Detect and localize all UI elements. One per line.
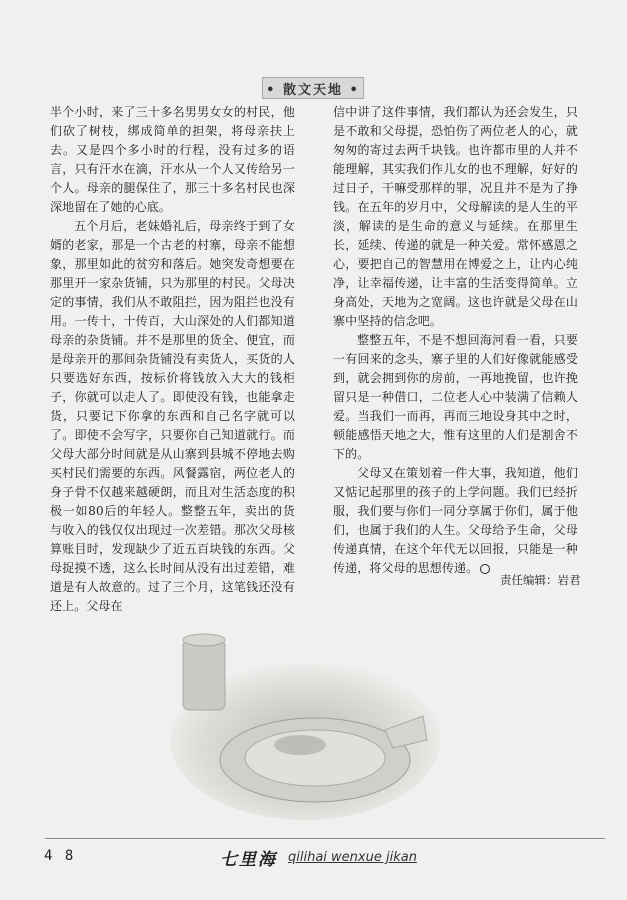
still-life-illustration	[165, 620, 445, 830]
footer-divider	[45, 838, 605, 839]
section-title: • 散文天地 •	[262, 77, 364, 99]
article-column-right	[333, 103, 578, 578]
paragraph: 半个小时，来了三十多名男男女女的村民，他们砍了树枝，绑成简单的担架，将母亲扶上去。又是四个多小时的行程，没有过多的语言，只有汗水在滴，汗水从一个人又传给另一个人。母亲的腿保住了，那三十多名村民也深深地留在了她的心底。	[50, 105, 295, 214]
end-mark-icon	[480, 564, 490, 574]
paragraph: 五个月后，老妹婚礼后，母亲终于到了女婿的老家，那是一个古老的村寨，母亲不能想象，那里如此的贫穷和落后。她突发奇想要在那里开一家杂货铺，只为那里的村民。父母决定的事情，我们从不敢阻拦，因为阻拦也没有用。一传十，十传百，大山深处的人们都知道母亲的杂货铺。并不是那里的货全、便宜，而是母亲开的那间杂货铺没有卖货人，买货的人只要选好东西，按标价将钱放入大大的钱柜子，你就可以走人了。即使没有钱，也能拿走货，只要记下你拿的东西和自己名字就可以了。即使不会写字，只要你自己知道就行。而父母大部分时间就是从山寨到县城不停地去购买村民们需要的东西。风餐露宿，两位老人的身子骨不仅越来越硬朗，而且对生活态度的积极一如80后的年轻人。整整五年，卖出的货与收入的钱仅仅出现过一次差错。那次父母核算账目时，发现缺少了近五百块钱的东西。父母捉摸不透，这么长时间从没有出过差错，难道是有人故意的。过了三个月，这笔钱还没有还上。父母在	[50, 219, 295, 613]
editor-credit: 责任编辑：岩君	[500, 573, 581, 587]
paragraph: 信中讲了这件事情，我们都认为还会发生，只是不敢和父母提，恐怕伤了两位老人的心，就匆匆的寄过去两千块钱。也许都市里的人并不能理解，其实我们作儿女的也不理解，好好的过日子，干嘛受那样的罪，况且并不是为了挣钱。在五年的岁月中，父母解读的是人生的平淡，解读的是生命的意义与延续。在那里生长，延续、传递的就是一种关爱。常怀感恩之心，要把自己的智慧用在博爱之上，让内心纯净，让幸福传递，让丰富的生活变得简单。立身高处，天地为之宽阔。这也许就是父母在山寨中坚持的信念吧。	[333, 105, 578, 328]
magazine-logo: 七里海	[220, 850, 277, 870]
page-number: 4 8	[44, 848, 76, 864]
paragraph: 父母又在策划着一件大事，我知道，他们又惦记起那里的孩子的上学问题。我们已经折服，我们要与你们一同分享属于你们，属于他们，也属于我们的人生。父母给予生命，父母传递真情，在这个年代无以回报，只能是一种传递，将父母的思想传递。	[333, 466, 578, 575]
paragraph: 整整五年，不是不想回海河看一看，只要一有回来的念头，寨子里的人们好像就能感受到，就会拥到你的房前，一再地挽留，也许挽留只是一种借口，二位老人心中装满了信赖人爱。当我们一而再，再而三地设身其中之时，顿能感悟天地之大，惟有这里的人们是割舍不下的。	[333, 333, 578, 461]
article-column-left	[50, 103, 295, 616]
magazine-pinyin: qilihai wenxue jikan	[288, 850, 417, 865]
